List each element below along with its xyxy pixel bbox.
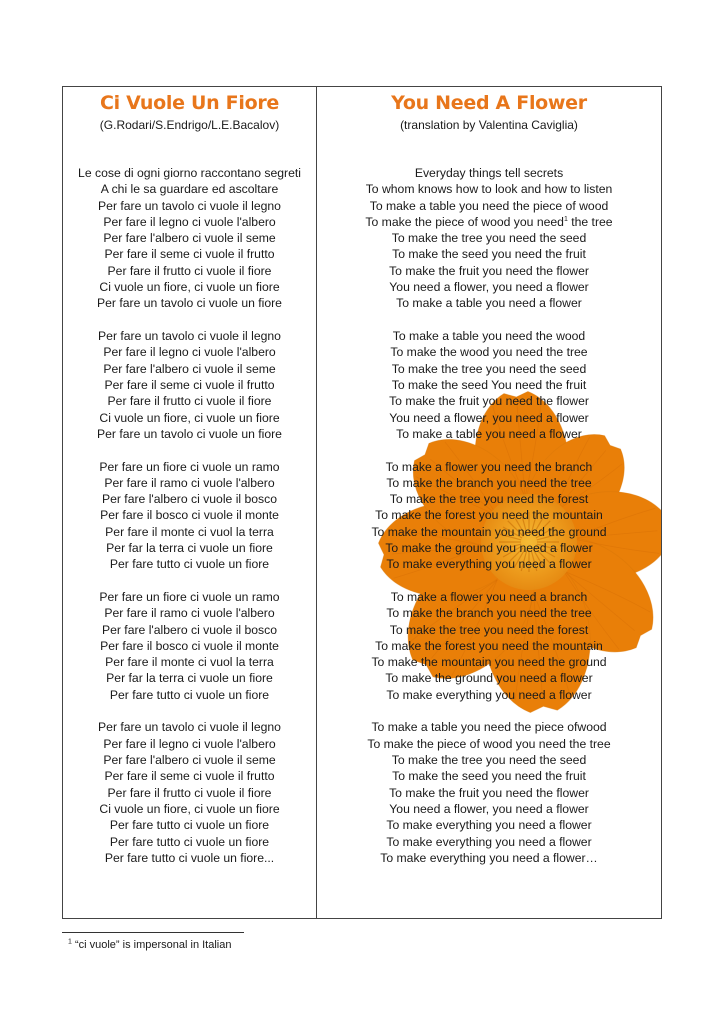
english-title: You Need A Flower — [391, 92, 587, 114]
lyric-line: Per fare il frutto ci vuole il fiore — [107, 263, 272, 278]
lyric-line: Per fare il seme ci vuole il frutto — [104, 247, 275, 262]
lyric-line: To make the fruit you need the flower — [389, 263, 589, 278]
lyric-line: To make the tree you need the seed — [391, 361, 587, 376]
lyric-line: Per fare il seme ci vuole il frutto — [104, 377, 275, 392]
lyric-line: Per fare il legno ci vuole l'albero — [103, 345, 276, 360]
footnote-rule — [62, 932, 244, 933]
lyric-line: Per fare un tavolo ci vuole un fiore — [97, 296, 282, 311]
lyric-line: To make the seed You need the fruit — [391, 377, 587, 392]
lyric-line: To make the fruit you need the flower — [389, 785, 589, 800]
lyric-line: Per fare un tavolo ci vuole il legno — [98, 329, 281, 344]
lyric-line: To make a table you need a flower — [396, 426, 582, 441]
lyric-line: To make the tree you need the forest — [389, 622, 589, 637]
lyric-line: Per fare l'albero ci vuole il seme — [103, 361, 276, 376]
stanza — [63, 165, 316, 312]
lyric-line: Per fare il frutto ci vuole il fiore — [107, 785, 272, 800]
lyric-line: You need a flower, you need a flower — [389, 410, 589, 425]
footnote — [68, 938, 231, 952]
italian-title: Ci Vuole Un Fiore — [100, 92, 279, 114]
lyric-line: To make everything you need a flower — [386, 687, 592, 702]
lyric-line: To make the piece of wood you need the tree — [367, 736, 611, 751]
stanza — [63, 719, 316, 866]
lyric-line: Per fare il frutto ci vuole il fiore — [107, 394, 272, 409]
lyric-line: A chi le sa guardare ed ascoltare — [100, 182, 279, 197]
lyric-line: Ci vuole un fiore, ci vuole un fiore — [99, 801, 280, 816]
lyric-line: Per fare l'albero ci vuole il bosco — [101, 622, 278, 637]
lyric-line: To make the tree you need the forest — [389, 492, 589, 507]
lyric-line: To make the ground you need a flower — [385, 671, 593, 686]
lyric-line: To make the wood you need the tree — [390, 345, 588, 360]
lyric-line: To make everything you need a flower — [386, 818, 592, 833]
lyric-line: Le cose di ogni giorno raccontano segreti — [78, 166, 301, 180]
lyric-line: Per fare il ramo ci vuole l'albero — [104, 606, 275, 621]
stanza — [63, 459, 316, 573]
lyric-line: Per fare il legno ci vuole l'albero — [103, 736, 276, 751]
lyric-line: To make a flower you need the branch — [385, 459, 593, 474]
lyric-line: To whom knows how to look and how to listen — [365, 182, 613, 197]
lyric-line: Per fare l'albero ci vuole il seme — [103, 231, 276, 246]
lyric-line: To make the seed you need the fruit — [392, 769, 586, 784]
stanza — [63, 328, 316, 442]
lyric-line: To make the forest you need the mountain — [375, 638, 603, 653]
lyric-line: Per fare un tavolo ci vuole il legno — [98, 198, 281, 213]
lyric-line: To make everything you need a flower — [386, 834, 592, 849]
lyric-line: To make everything you need a flower — [386, 557, 592, 572]
lyric-line: You need a flower, you need a flower — [389, 280, 589, 295]
lyric-line: To make a table you need the piece of wood — [369, 198, 609, 213]
lyric-line: Ci vuole un fiore, ci vuole un fiore — [99, 410, 280, 425]
lyric-line: Per fare un tavolo ci vuole il legno — [98, 720, 281, 735]
poem-table — [62, 86, 662, 919]
lyric-line: To make the tree you need the seed — [391, 231, 587, 246]
stanza — [317, 165, 661, 312]
lyric-text: To make the piece of wood you need — [365, 214, 564, 229]
lyric-line: Per fare l'albero ci vuole il seme — [103, 753, 276, 768]
lyric-line: To make a table you need the piece ofwood — [371, 720, 607, 735]
lyric-line: Per fare un fiore ci vuole un ramo — [99, 459, 280, 474]
lyric-line: To make a table you need the wood — [392, 329, 586, 344]
lyric-line: To make everything you need a flower… — [380, 850, 598, 865]
lyric-line: To make the fruit you need the flower — [389, 394, 589, 409]
lyric-line: Per fare il bosco ci vuole il monte — [100, 508, 279, 523]
lyric-line: Per fare il monte ci vuol la terra — [105, 655, 274, 670]
italian-lyrics — [63, 165, 316, 866]
lyric-line: To make a flower you need a branch — [390, 590, 588, 604]
stanza — [317, 719, 661, 866]
lyric-line: Everyday things tell secrets — [414, 166, 564, 180]
italian-authors: (G.Rodari/S.Endrigo/L.E.Bacalov) — [99, 118, 280, 132]
lyric-line: Per fare tutto ci vuole un fiore — [109, 557, 270, 572]
lyric-line: Per fare tutto ci vuole un fiore — [109, 687, 270, 702]
lyric-line: Per fare tutto ci vuole un fiore... — [104, 850, 275, 865]
lyric-line: You need a flower, you need a flower — [389, 801, 589, 816]
lyric-line: Per fare l'albero ci vuole il bosco — [101, 492, 278, 507]
lyric-line: Per fare il legno ci vuole l'albero — [103, 214, 276, 229]
lyric-line: To make the branch you need the tree — [386, 475, 592, 490]
stanza — [317, 589, 661, 703]
lyric-text: the tree — [567, 214, 613, 229]
lyric-line: To make the mountain you need the ground — [371, 655, 607, 670]
stanza — [63, 589, 316, 703]
lyric-line: Per fare il monte ci vuol la terra — [105, 524, 274, 539]
lyric-line — [317, 214, 661, 230]
lyric-line: To make the ground you need a flower — [385, 541, 593, 556]
lyric-line: To make the tree you need the seed — [391, 753, 587, 768]
stanza — [317, 459, 661, 573]
lyric-line: Per fare il bosco ci vuole il monte — [100, 638, 279, 653]
italian-column — [63, 87, 317, 918]
lyric-line: Per fare il ramo ci vuole l'albero — [104, 475, 275, 490]
lyric-line: To make the forest you need the mountain — [375, 508, 603, 523]
english-column — [317, 87, 661, 918]
lyric-line: Per fare un tavolo ci vuole un fiore — [97, 426, 282, 441]
lyric-line: Per fare tutto ci vuole un fiore — [109, 834, 270, 849]
lyric-line: Per fare il seme ci vuole il frutto — [104, 769, 275, 784]
lyric-line: To make the seed you need the fruit — [392, 247, 586, 262]
lyric-line: Per fare un fiore ci vuole un ramo — [99, 590, 280, 604]
english-credit: (translation by Valentina Caviglia) — [400, 118, 578, 132]
lyric-line: Per far la terra ci vuole un fiore — [106, 541, 273, 556]
lyric-line: To make a table you need a flower — [396, 296, 582, 311]
footnote-text: “ci vuole” is impersonal in Italian — [71, 939, 232, 951]
lyric-line: To make the branch you need the tree — [386, 606, 592, 621]
lyric-line: Per fare tutto ci vuole un fiore — [109, 818, 270, 833]
stanza — [317, 328, 661, 442]
lyric-line: Ci vuole un fiore, ci vuole un fiore — [99, 280, 280, 295]
english-lyrics — [317, 165, 661, 866]
lyric-line: To make the mountain you need the ground — [371, 524, 607, 539]
lyric-line: Per far la terra ci vuole un fiore — [106, 671, 273, 686]
footnote-mark: 1 — [68, 938, 72, 946]
footnote-ref: 1 — [563, 215, 568, 223]
